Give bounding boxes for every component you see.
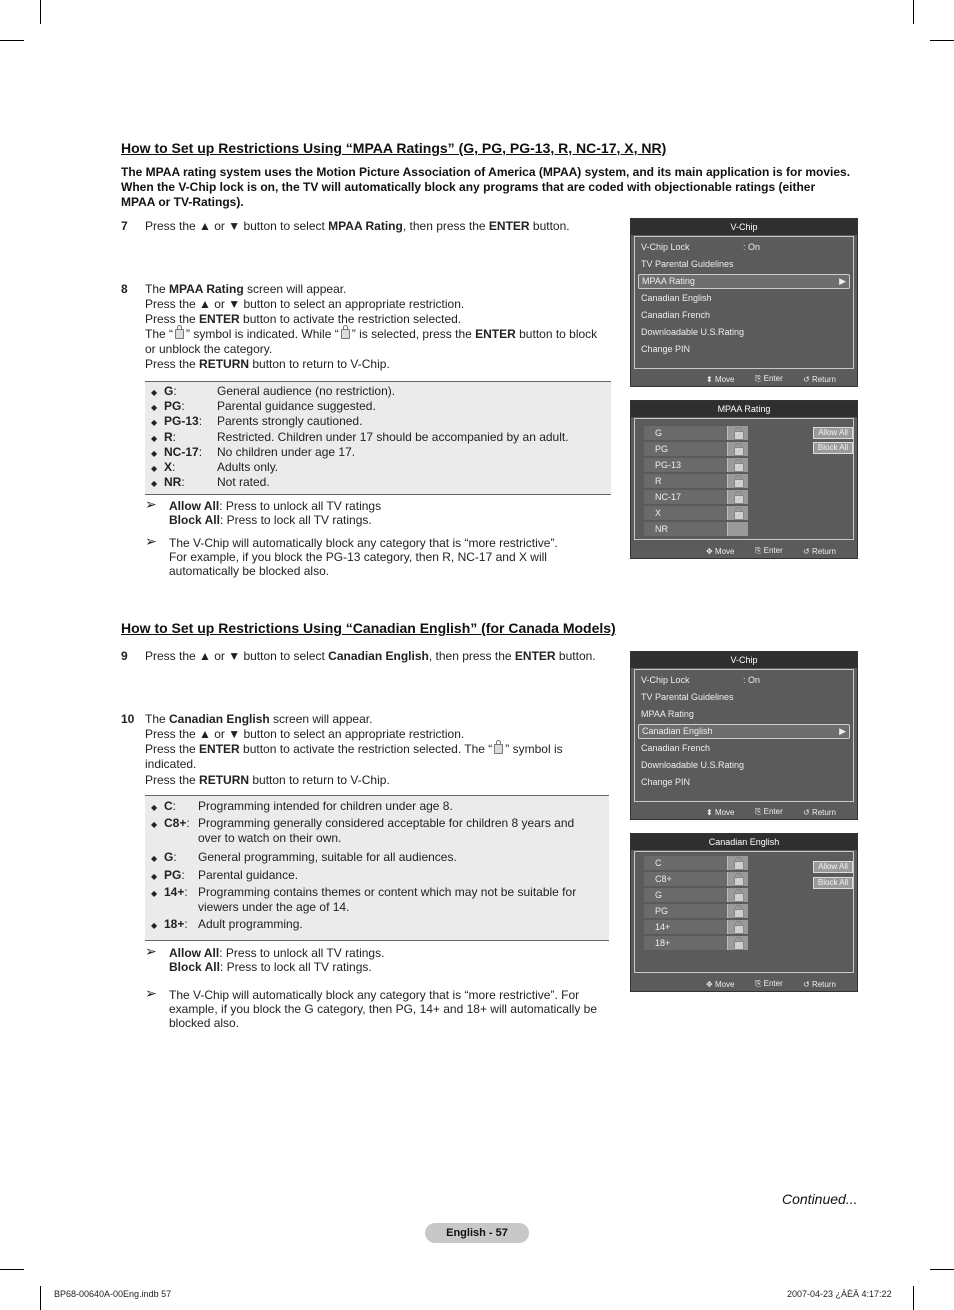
step-bold: MPAA Rating xyxy=(169,282,244,296)
step-text: , then press the xyxy=(428,649,515,663)
step-bold: Canadian English xyxy=(169,712,270,726)
step-text: Press the ▲ or ▼ button to select an appropriate restriction. xyxy=(145,727,465,741)
step-bold: ENTER xyxy=(488,219,530,233)
osd-item-label: MPAA Rating xyxy=(641,709,694,719)
step-9 xyxy=(121,649,611,664)
lock-icon[interactable] xyxy=(727,936,748,950)
osd-rating-label: 14+ xyxy=(655,922,671,932)
rating-code: 18+ xyxy=(164,917,185,932)
step-bold: ENTER xyxy=(514,649,556,663)
step-text: screen will appear. xyxy=(243,282,347,296)
step-bold: RETURN xyxy=(199,773,250,787)
crop-mark xyxy=(913,0,914,24)
note-restrictive xyxy=(145,985,617,1030)
block-all-button[interactable]: Block All xyxy=(813,442,853,454)
osd-item-label: Downloadable U.S.Rating xyxy=(641,327,745,337)
osd-footer-label: Return xyxy=(811,980,836,989)
rating-row: ◆ NC-17: No children under age 17. xyxy=(145,445,611,460)
step-text: Press the ▲ or ▼ button to select an appropriate restriction. xyxy=(145,297,465,311)
lock-icon[interactable] xyxy=(727,856,748,870)
osd-footer-label: Move xyxy=(714,980,735,989)
osd-rating-row[interactable] xyxy=(644,442,742,457)
page-number-badge: English - 57 xyxy=(425,1223,529,1243)
lock-icon[interactable] xyxy=(727,490,748,504)
rating-row: ◆ PG-13: Parents strongly cautioned. xyxy=(145,414,611,429)
step-text: Press the xyxy=(145,742,200,756)
return-icon: ↺ xyxy=(803,808,810,817)
rating-row: ◆ G: General audience (no restriction). xyxy=(145,384,611,399)
step-8 xyxy=(121,282,611,372)
osd-rating-row[interactable] xyxy=(644,506,742,521)
rating-row: ◆ 18+: Adult programming. xyxy=(145,917,609,932)
note-bold: Allow All xyxy=(169,946,220,960)
rating-desc: Parental guidance. xyxy=(198,867,299,882)
step-bold: RETURN xyxy=(199,357,250,371)
lock-icon[interactable] xyxy=(727,442,748,456)
rating-code: PG xyxy=(164,867,182,882)
osd-rating-row[interactable] xyxy=(644,904,742,919)
osd-footer-enter xyxy=(755,374,783,384)
rating-code: R xyxy=(164,429,173,444)
rating-code: NC-17 xyxy=(164,444,199,459)
rating-desc: Programming intended for children under age 8. xyxy=(198,799,453,813)
step-number: 10 xyxy=(121,712,135,726)
step-text: The xyxy=(145,712,170,726)
note-text: The V-Chip will automatically block any category that is “more restrictive”. For example, if you block the G category, then PG, 14+ and 18+ will automatically be blocked also. xyxy=(169,988,598,1030)
crop-mark xyxy=(40,0,41,24)
return-icon: ↺ xyxy=(803,980,810,989)
return-icon: ↺ xyxy=(803,375,810,384)
updown-icon: ⬍ xyxy=(706,808,713,817)
rating-desc: Parents strongly cautioned. xyxy=(217,414,363,429)
osd-item-tv-parental[interactable] xyxy=(641,259,734,269)
step-bold: ENTER xyxy=(475,327,516,341)
osd-item-canadian-english[interactable] xyxy=(638,724,850,739)
bullet-icon: ◆ xyxy=(151,433,158,443)
updown-icon: ⬍ xyxy=(706,375,713,384)
rating-code: C xyxy=(164,799,173,813)
osd-rating-row[interactable] xyxy=(644,856,742,871)
osd-footer-return xyxy=(803,375,836,384)
osd-item-label: Canadian French xyxy=(641,310,711,320)
rating-desc: General audience (no restriction). xyxy=(217,384,396,398)
step-text: ” symbol is indicated. xyxy=(145,742,563,771)
rating-desc: General programming, suitable for all audiences. xyxy=(198,849,457,864)
rating-desc: Restricted. Children under 17 should be accompanied by an adult. xyxy=(217,429,569,444)
crop-mark xyxy=(913,1286,914,1310)
osd-rating-label: G xyxy=(655,890,663,900)
step-text: button to activate the restriction selected. The “ xyxy=(239,742,493,756)
note-text: The V-Chip will automatically block any category that is “more restrictive”. For example, if you block the PG-13 category, then R, NC-17 and X will automatically be blocked also. xyxy=(169,536,558,578)
lock-slot[interactable] xyxy=(727,522,748,536)
note-text: : Press to unlock all TV ratings xyxy=(219,499,382,513)
note-arrow-icon: ➢ xyxy=(145,943,157,959)
step-text: Press the ▲ or ▼ button to select xyxy=(145,219,329,233)
lock-icon[interactable] xyxy=(727,888,748,902)
lock-icon[interactable] xyxy=(727,458,748,472)
osd-item-label: Canadian French xyxy=(641,743,711,753)
osd-item-canadian-english[interactable] xyxy=(641,293,712,303)
step-text: button. xyxy=(555,649,596,663)
osd-item-label: V-Chip Lock xyxy=(641,242,690,252)
osd-item-label: Canadian English xyxy=(642,726,713,736)
step-text: The “ xyxy=(145,327,174,341)
step-text: button to activate the restriction selected. xyxy=(239,312,462,326)
osd-item-tv-parental[interactable] xyxy=(641,692,734,702)
step-text: Press the xyxy=(145,357,200,371)
allow-all-button[interactable]: Allow All xyxy=(813,427,853,439)
lock-icon[interactable] xyxy=(727,474,748,488)
osd-item-change-pin[interactable] xyxy=(641,777,690,787)
return-icon: ↺ xyxy=(803,547,810,556)
osd-item-label: Canadian English xyxy=(641,293,712,303)
lock-icon[interactable] xyxy=(727,506,748,520)
enter-icon: ⎘ xyxy=(755,979,762,988)
osd-item-label: MPAA Rating xyxy=(642,276,695,286)
bullet-icon: ◆ xyxy=(151,464,158,474)
step-text: button to return to V-Chip. xyxy=(249,773,390,787)
continued-label: Continued... xyxy=(782,1191,858,1207)
rating-row: ◆ PG: Parental guidance. xyxy=(145,868,609,883)
osd-mpaa-rating xyxy=(630,400,858,559)
osd-rating-row[interactable] xyxy=(644,920,742,935)
osd-rating-label: PG xyxy=(655,906,669,916)
step-10 xyxy=(121,712,611,788)
step-bold: ENTER xyxy=(199,312,240,326)
osd-footer-move xyxy=(706,980,735,989)
rating-row: ◆ C8+: Programming generally considered acceptable for children 8 years and over to watch on their own. xyxy=(145,816,609,846)
osd-item-label: TV Parental Guidelines xyxy=(641,259,734,269)
osd-item-downloadable[interactable] xyxy=(641,760,744,770)
rating-desc: Adult programming. xyxy=(198,917,303,932)
rating-desc: Adults only. xyxy=(217,460,279,475)
osd-vchip-menu-1 xyxy=(630,218,858,387)
note-text: : Press to lock all TV ratings. xyxy=(219,960,372,974)
osd-rating-row[interactable] xyxy=(644,490,742,505)
allow-all-button[interactable]: Allow All xyxy=(813,861,853,873)
step-number: 9 xyxy=(121,649,128,663)
osd-vchip-menu-2 xyxy=(630,651,858,820)
bullet-icon: ◆ xyxy=(151,388,158,397)
lock-icon[interactable] xyxy=(727,426,748,440)
bullet-icon: ◆ xyxy=(151,418,158,428)
osd-rating-label: X xyxy=(655,508,662,518)
bullet-icon: ◆ xyxy=(151,921,158,931)
osd-rating-row[interactable] xyxy=(644,888,742,903)
note-arrow-icon: ➢ xyxy=(145,533,157,549)
bullet-icon: ◆ xyxy=(151,871,158,881)
osd-footer-label: Enter xyxy=(763,374,783,383)
step-text: screen will appear. xyxy=(269,712,373,726)
move-icon: ✥ xyxy=(706,547,713,556)
enter-icon: ⎘ xyxy=(755,374,762,383)
mpaa-ratings-table xyxy=(145,381,611,495)
section-heading-canadian: How to Set up Restrictions Using “Canadian English” (for Canada Models) xyxy=(121,620,616,636)
step-number: 7 xyxy=(121,219,128,233)
enter-icon: ⎘ xyxy=(755,807,762,816)
arrow-right-icon: ▶ xyxy=(839,276,846,286)
osd-item-label: Change PIN xyxy=(641,344,691,354)
step-text: , then press the xyxy=(402,219,489,233)
rating-desc: Not rated. xyxy=(217,475,270,490)
osd-item-label: Change PIN xyxy=(641,777,691,787)
bullet-icon: ◆ xyxy=(151,403,158,413)
step-text: Press the xyxy=(145,312,200,326)
lock-icon[interactable] xyxy=(727,904,748,918)
osd-footer-label: Move xyxy=(714,808,735,817)
rating-code: G xyxy=(164,849,174,864)
bullet-icon: ◆ xyxy=(151,853,158,863)
crop-mark xyxy=(930,1269,954,1270)
osd-footer-enter xyxy=(755,807,783,817)
osd-footer-enter xyxy=(755,979,783,989)
osd-rating-label: NR xyxy=(655,524,668,534)
osd-rating-label: R xyxy=(655,476,662,486)
osd-rating-row[interactable] xyxy=(644,522,742,537)
osd-title: V-Chip xyxy=(631,219,857,235)
osd-item-label: TV Parental Guidelines xyxy=(641,692,734,702)
osd-footer-label: Enter xyxy=(763,979,783,988)
step-text: Press the xyxy=(145,773,200,787)
osd-footer-return xyxy=(803,980,836,989)
move-icon: ✥ xyxy=(706,980,713,989)
rating-row: ◆ PG: Parental guidance suggested. xyxy=(145,399,611,414)
osd-rating-row[interactable] xyxy=(644,936,742,951)
osd-item-downloadable[interactable] xyxy=(641,327,744,337)
osd-rating-row[interactable] xyxy=(644,872,742,887)
osd-item-vchip-lock[interactable] xyxy=(641,242,761,252)
osd-rating-label: PG-13 xyxy=(655,460,682,470)
step-text: The xyxy=(145,282,170,296)
osd-footer-label: Move xyxy=(714,547,735,556)
osd-footer-move xyxy=(706,375,735,384)
rating-row: ◆ 14+: Programming contains themes or content which may not be suitable for viewers under the age of 14. xyxy=(145,885,609,915)
osd-item-mpaa-rating[interactable] xyxy=(641,709,694,719)
step-number: 8 xyxy=(121,282,128,296)
rating-code: PG-13 xyxy=(164,414,199,429)
crop-mark xyxy=(0,1269,24,1270)
osd-item-canadian-french[interactable] xyxy=(641,310,710,320)
osd-footer-label: Return xyxy=(811,375,836,384)
bullet-icon: ◆ xyxy=(151,820,158,830)
step-text: ” symbol is indicated. While “ xyxy=(186,327,339,341)
canadian-ratings-table xyxy=(145,795,609,941)
rating-row: ◆ G: General programming, suitable for all audiences. xyxy=(145,850,609,865)
rating-code: NR xyxy=(164,475,182,490)
osd-item-label: V-Chip Lock xyxy=(641,675,690,685)
bullet-icon: ◆ xyxy=(151,803,158,812)
osd-canadian-english xyxy=(630,833,858,992)
osd-item-mpaa-rating[interactable] xyxy=(638,274,850,289)
osd-item-canadian-french[interactable] xyxy=(641,743,710,753)
rating-row: ◆ C: Programming intended for children under age 8. xyxy=(145,799,609,814)
osd-title: Canadian English xyxy=(631,834,857,850)
rating-code: X xyxy=(164,460,173,475)
note-allow-block xyxy=(145,943,615,974)
rating-code: 14+ xyxy=(164,885,185,900)
note-allow-block xyxy=(145,496,615,527)
section-intro: The MPAA rating system uses the Motion Picture Association of America (MPAA) system, and its main application is for movies. When the V-Chip lock is on, the TV will automatically block any programs that are coded with objectionable ratings (either MPAA or TV-Ratings). xyxy=(121,165,851,209)
osd-title: V-Chip xyxy=(631,652,857,668)
note-text: : Press to unlock all TV ratings. xyxy=(219,946,385,960)
note-bold: Allow All xyxy=(169,499,220,513)
osd-rating-label: NC-17 xyxy=(655,492,682,502)
rating-code: C8+ xyxy=(164,816,187,831)
step-text: Press the ▲ or ▼ button to select xyxy=(145,649,329,663)
rating-desc: Programming contains themes or content which may not be suitable for viewers under the age of 14. xyxy=(198,885,577,915)
osd-footer-label: Move xyxy=(714,375,735,384)
step-bold: Canadian English xyxy=(328,649,429,663)
rating-row: ◆ NR: Not rated. xyxy=(145,475,611,490)
step-text: ” is selected, press the xyxy=(351,327,476,341)
osd-item-vchip-lock[interactable] xyxy=(641,675,761,685)
osd-footer-enter xyxy=(755,546,783,556)
osd-footer-label: Enter xyxy=(763,807,783,816)
lock-icon xyxy=(341,329,350,339)
lock-icon xyxy=(494,744,503,754)
crop-mark xyxy=(0,40,24,41)
osd-footer-return xyxy=(803,808,836,817)
step-text: button to block or unblock the category. xyxy=(145,327,598,356)
osd-footer-label: Enter xyxy=(763,546,783,555)
step-bold: ENTER xyxy=(199,742,240,756)
note-arrow-icon: ➢ xyxy=(145,496,157,512)
osd-rating-row[interactable] xyxy=(644,458,742,473)
lock-icon xyxy=(175,329,184,339)
step-bold: MPAA Rating xyxy=(328,219,403,233)
rating-desc: Programming generally considered acceptable for children 8 years and over to watch on their own. xyxy=(198,816,575,846)
osd-footer-label: Return xyxy=(811,547,836,556)
osd-footer-move xyxy=(706,808,735,817)
step-text: button. xyxy=(529,219,570,233)
crop-mark xyxy=(40,1286,41,1310)
crop-mark xyxy=(930,40,954,41)
rating-row: ◆ R: Restricted. Children under 17 should be accompanied by an adult. xyxy=(145,430,611,445)
section-heading-mpaa: How to Set up Restrictions Using “MPAA Ratings” (G, PG, PG-13, R, NC-17, X, NR) xyxy=(121,140,667,156)
bullet-icon: ◆ xyxy=(151,448,158,458)
rating-desc: Parental guidance suggested. xyxy=(217,399,376,414)
osd-item-change-pin[interactable] xyxy=(641,344,690,354)
block-all-button[interactable]: Block All xyxy=(813,877,853,889)
enter-icon: ⎘ xyxy=(755,546,762,555)
osd-rating-label: G xyxy=(655,428,663,438)
step-7 xyxy=(121,219,611,234)
print-file-info: BP68-00640A-00Eng.indb 57 xyxy=(54,1289,172,1299)
osd-footer-move xyxy=(706,547,735,556)
osd-item-value: : On xyxy=(743,675,761,685)
osd-rating-row[interactable] xyxy=(644,474,742,489)
osd-title: MPAA Rating xyxy=(631,401,857,417)
rating-row: ◆ X: Adults only. xyxy=(145,460,611,475)
rating-code: G xyxy=(164,384,174,398)
note-bold: Block All xyxy=(169,513,220,527)
note-arrow-icon: ➢ xyxy=(145,985,157,1001)
osd-rating-label: PG xyxy=(655,444,669,454)
note-text: : Press to lock all TV ratings. xyxy=(219,513,372,527)
osd-item-value: : On xyxy=(743,242,761,252)
rating-desc: No children under age 17. xyxy=(217,444,356,459)
osd-footer-return xyxy=(803,547,836,556)
osd-rating-row[interactable] xyxy=(644,426,742,441)
bullet-icon: ◆ xyxy=(151,889,158,899)
osd-footer-label: Return xyxy=(811,808,836,817)
arrow-right-icon: ▶ xyxy=(839,726,846,736)
bullet-icon: ◆ xyxy=(151,479,158,489)
note-restrictive xyxy=(145,533,565,578)
print-timestamp: 2007-04-23 ¿ÀÈÄ 4:17:22 xyxy=(787,1289,892,1299)
osd-rating-label: 18+ xyxy=(655,938,671,948)
note-bold: Block All xyxy=(169,960,220,974)
step-text: button to return to V-Chip. xyxy=(249,357,390,371)
lock-icon[interactable] xyxy=(727,920,748,934)
osd-rating-label: C xyxy=(655,858,662,868)
osd-item-label: Downloadable U.S.Rating xyxy=(641,760,745,770)
rating-code: PG xyxy=(164,399,182,414)
lock-icon[interactable] xyxy=(727,872,748,886)
osd-rating-label: C8+ xyxy=(655,874,672,884)
